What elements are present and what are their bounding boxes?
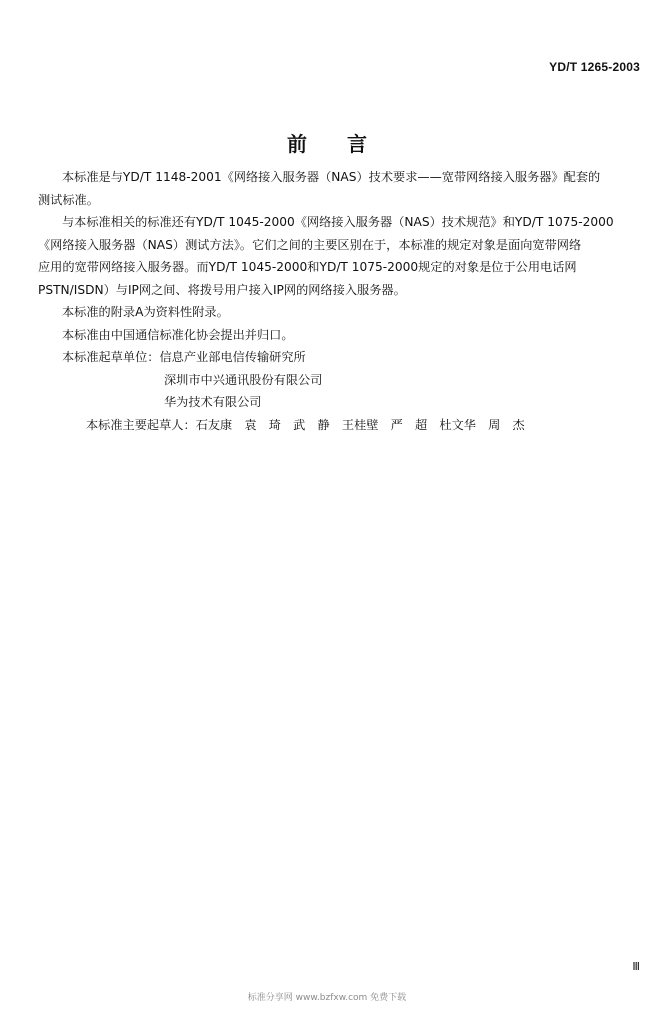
title-char-1: 前 — [287, 132, 307, 156]
drafters-label: 本标准主要起草人： — [86, 417, 196, 432]
paragraph-1-line-2: 测试标准。 — [38, 192, 99, 207]
drafting-unit-3: 华为技术有限公司 — [164, 395, 262, 409]
paragraph-1-line-1: 本标准是与YD/T 1148-2001《网络接入服务器（NAS）技术要求——宽带网络接入服务器》配套的 — [62, 170, 601, 184]
drafting-unit-2: 深圳市中兴通讯股份有限公司 — [164, 372, 323, 387]
paragraph-2-line-4: PSTN/ISDN）与IP网之间、将拨号用户接入IP网的网络接入服务器。 — [38, 282, 406, 297]
page-title — [0, 128, 654, 157]
standard-code: YD/T 1265-2003 — [549, 60, 640, 74]
paragraph-proposer: 本标准由中国通信标准化协会提出并归口。 — [62, 327, 294, 342]
paragraph-annex: 本标准的附录A为资料性附录。 — [62, 305, 229, 319]
drafters-names: 石友康 袁 琦 武 静 王桂壁 严 超 杜文华 周 杰 — [195, 417, 525, 432]
page-number: Ⅲ — [632, 961, 640, 973]
foreword-body — [38, 166, 638, 436]
drafting-units-row — [38, 346, 638, 369]
drafting-unit-1: 信息产业部电信传输研究所 — [159, 350, 306, 364]
drafting-units-label: 本标准起草单位： — [62, 350, 160, 364]
title-char-2: 言 — [347, 132, 367, 156]
paragraph-2-line-3: 应用的宽带网络接入服务器。而YD/T 1045-2000和YD/T 1075-2000规定的对象是位于公用电话网 — [38, 260, 577, 274]
drafters-row — [38, 414, 638, 437]
paragraph-2-line-1: 与本标准相关的标准还有YD/T 1045-2000《网络接入服务器（NAS）技术规范》和YD/T 1075-2000 — [62, 215, 614, 229]
footer-watermark: 标准分享网 www.bzfxw.com 免费下载 — [247, 993, 407, 1003]
paragraph-2-line-2: 《网络接入服务器（NAS）测试方法》。它们之间的主要区别在于，本标准的规定对象是面向宽带网络 — [38, 237, 582, 252]
